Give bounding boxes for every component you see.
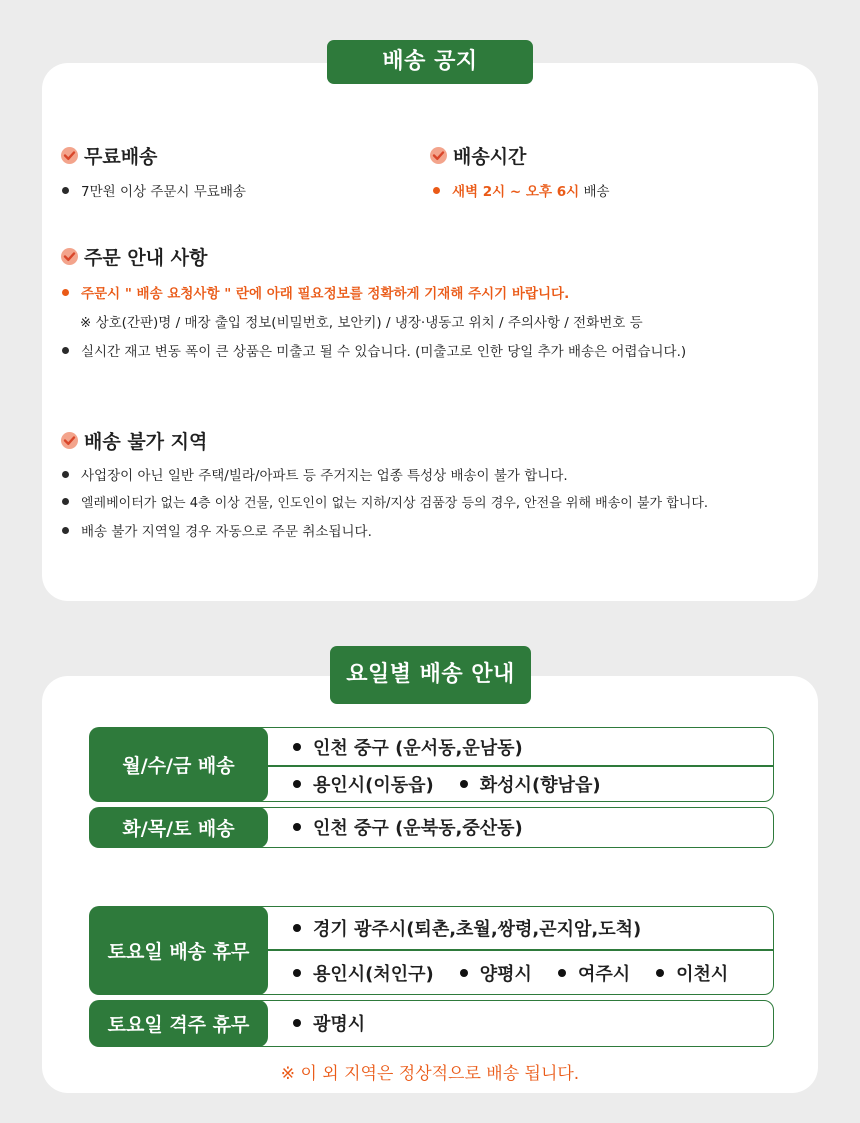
free-shipping-text: 7만원 이상 주문시 무료배송 (81, 184, 246, 200)
tts-row-1-text: 인천 중구 (운북동,중산동) (313, 818, 523, 839)
order-guide-text-1: 주문시 " 배송 요청사항 " 란에 아래 필요정보를 정확하게 기재해 주시기 바랍니다. (81, 286, 570, 302)
restricted-item-1 (62, 464, 568, 484)
check-icon (61, 432, 78, 449)
free-shipping-heading-text: 무료배송 (84, 146, 158, 168)
bullet-icon (293, 924, 301, 932)
mwf-row-2a-text: 용인시(이동읍) (313, 775, 434, 796)
order-guide-heading-text: 주문 안내 사항 (84, 247, 208, 269)
sat-off-row-1-text: 경기 광주시(퇴촌,초월,쌍령,곤지암,도척) (313, 919, 642, 940)
bullet-icon (656, 969, 664, 977)
sat-alt-row-1-text: 광명시 (313, 1014, 366, 1035)
bullet-icon (460, 969, 468, 977)
restricted-text-3: 배송 불가 지역일 경우 자동으로 주문 취소됩니다. (81, 524, 372, 540)
order-guide-item-1 (62, 282, 569, 302)
bullet-icon (293, 823, 301, 831)
mwf-row-1 (293, 733, 523, 761)
bullet-icon (293, 969, 301, 977)
order-guide-subnote (80, 311, 643, 331)
sat-alt-label: 토요일 격주 휴무 (89, 1000, 268, 1047)
divider (268, 765, 774, 767)
delivery-time-item (433, 180, 610, 200)
delivery-time-highlight: 새벽 2시 ~ 오후 6시 (452, 184, 580, 200)
weekly-delivery-title: 요일별 배송 안내 (330, 646, 531, 704)
delivery-notice-title: 배송 공지 (327, 40, 533, 84)
restricted-area-heading (61, 427, 207, 454)
bullet-icon (62, 471, 69, 478)
restricted-item-2 (62, 492, 708, 511)
restricted-area-heading-text: 배송 불가 지역 (84, 431, 208, 453)
free-shipping-heading (61, 142, 157, 169)
order-guide-subnote-text: ※ 상호(간판)명 / 매장 출입 정보(비밀번호, 보안키) / 냉장·냉동고 위치 / 주의사항 / 전화번호 등 (80, 315, 643, 331)
bullet-icon (62, 527, 69, 534)
check-icon (430, 147, 447, 164)
free-shipping-item (62, 180, 246, 200)
order-guide-heading (61, 243, 207, 270)
mwf-row-2 (293, 770, 601, 798)
mwf-row-2b-text: 화성시(향남읍) (479, 775, 601, 796)
bullet-icon (558, 969, 566, 977)
bullet-icon (62, 347, 69, 354)
sat-off-row-2 (293, 959, 728, 987)
sat-alt-row-1 (293, 1009, 365, 1037)
sat-off-row-1 (293, 914, 641, 942)
mwf-label: 월/수/금 배송 (89, 727, 268, 802)
delivery-time-suffix: 배송 (579, 184, 610, 200)
tts-label: 화/목/토 배송 (89, 807, 268, 848)
divider (268, 949, 774, 951)
check-icon (61, 248, 78, 265)
tts-row-1 (293, 813, 523, 841)
sat-off-item-yongin: 용인시(처인구) (313, 964, 434, 985)
bullet-icon (433, 187, 440, 194)
restricted-text-1: 사업장이 아닌 일반 주택/빌라/아파트 등 주거지는 업종 특성상 배송이 불가 합니다. (81, 468, 568, 484)
footnote: ※ 이 외 지역은 정상적으로 배송 됩니다. (280, 1064, 580, 1084)
bullet-icon (293, 1019, 301, 1027)
sat-off-label: 토요일 배송 휴무 (89, 906, 268, 995)
order-guide-item-2 (62, 340, 686, 360)
delivery-time-heading-text: 배송시간 (453, 146, 527, 168)
bullet-icon (62, 187, 69, 194)
bullet-icon (293, 780, 301, 788)
sat-off-item-yangpyeong: 양평시 (479, 964, 532, 985)
bullet-icon (293, 743, 301, 751)
restricted-text-2: 엘레베이터가 없는 4층 이상 건물, 인도인이 없는 지하/지상 검품장 등의 경우, 안전을 위해 배송이 불가 합니다. (81, 496, 709, 511)
bullet-icon (62, 498, 69, 505)
sat-off-item-icheon: 이천시 (676, 964, 729, 985)
mwf-row-1-text: 인천 중구 (운서동,운남동) (313, 738, 523, 759)
bullet-icon (460, 780, 468, 788)
restricted-item-3 (62, 520, 372, 540)
order-guide-text-2: 실시간 재고 변동 폭이 큰 상품은 미출고 될 수 있습니다. (미출고로 인한 당일 추가 배송은 어렵습니다.) (81, 344, 687, 360)
delivery-time-heading (430, 142, 526, 169)
check-icon (61, 147, 78, 164)
sat-off-item-yeoju: 여주시 (577, 964, 631, 985)
bullet-icon (62, 289, 69, 296)
